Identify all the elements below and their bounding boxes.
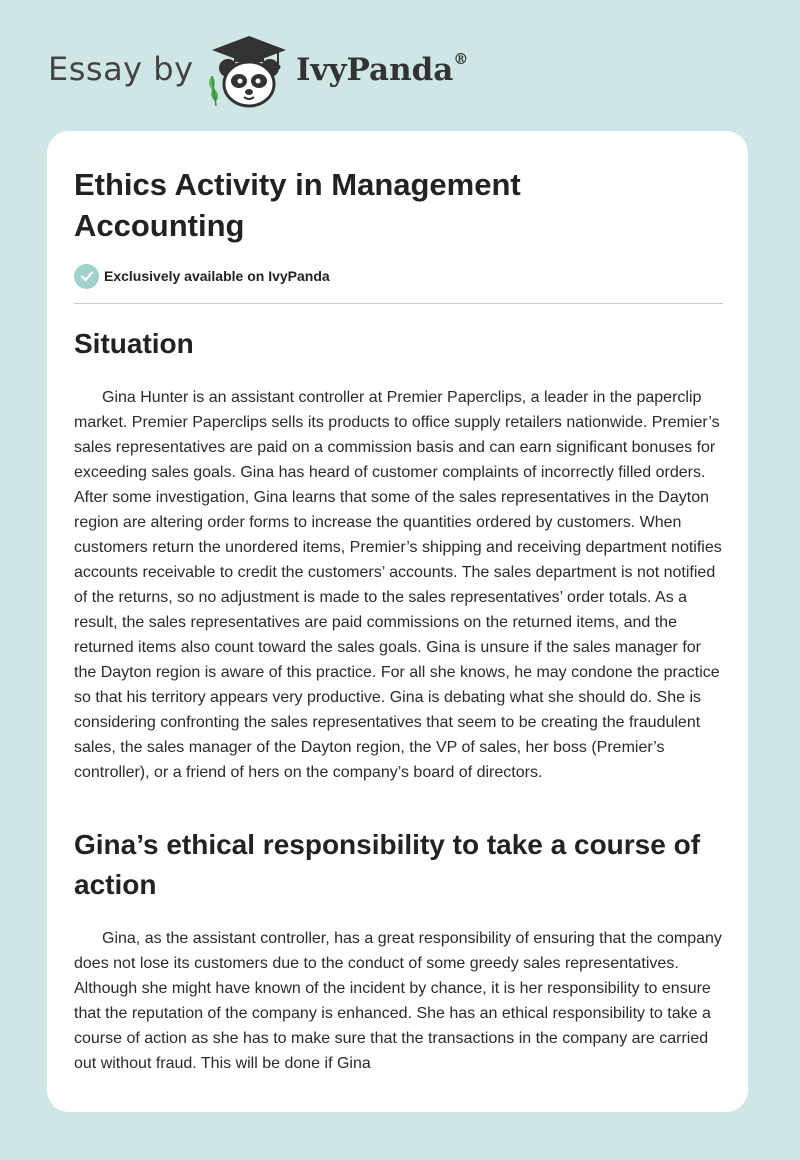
section-heading-situation: Situation: [74, 328, 194, 359]
panda-logo-icon: [204, 34, 294, 110]
exclusive-badge: [74, 263, 330, 289]
page-title: Ethics Activity in Management Accounting: [74, 167, 521, 243]
section-paragraph-situation: Gina Hunter is an assistant controller at Premier Paperclips, a leader in the paperclip market. Premier Paperclips sells its products to office supply retailers nationwide. Premier’s sales representatives are paid on a commission basis and can earn significant bonuses for exceeding sales goals. Gina has heard of customer complaints of incorrectly filled orders. After some investigation, Gina learns that some of the sales representatives in the Dayton region are altering order forms to increase the quantities ordered by customers. When customers return the unordered items, Premier’s shipping and receiving department notifies accounts receivable to credit the customers’ accounts. The sales department is not notified of the returns, so no adjustment is made to the sales representatives’ order totals. As a result, the sales representatives are paid commissions on the returned items, and the returned items also count toward the sales goals. Gina is unsure if the sales manager for the Dayton region is aware of this practice. For all she knows, he may condone the practice so that his territory appears very productive. Gina is debating what she should do. She is considering confronting the sales representatives that seem to be creating the fraudulent sales, the sales manager of the Dayton region, the VP of sales, her boss (Premier’s controller), or a friend of hers on the company’s board of directors.: [74, 389, 722, 781]
section-paragraph-ethical-responsibility: Gina, as the assistant controller, has a great responsibility of ensuring that the company does not lose its customers due to the conduct of some greedy sales representatives. Although she might have known of the incident by chance, it is her responsibility to ensure that the reputation of the company is enhanced. She has an ethical responsibility to take a course of action as she has to make sure that the transactions in the company are carried out without fraud. This will be done if Gina: [74, 930, 722, 1072]
brand-text: IvyPanda: [296, 52, 454, 88]
essay-by-label: Essay by: [48, 50, 194, 88]
site-header: [48, 30, 748, 110]
divider: [74, 303, 723, 304]
article-card: [47, 131, 748, 1112]
brand-name[interactable]: [296, 52, 468, 88]
ivypanda-logo[interactable]: [204, 34, 294, 110]
section-heading-ethical-responsibility: Gina’s ethical responsibility to take a course of action: [74, 829, 701, 900]
registered-mark: ®: [453, 50, 469, 68]
check-icon: [74, 264, 99, 289]
exclusive-label: Exclusively available on IvyPanda: [104, 268, 330, 284]
